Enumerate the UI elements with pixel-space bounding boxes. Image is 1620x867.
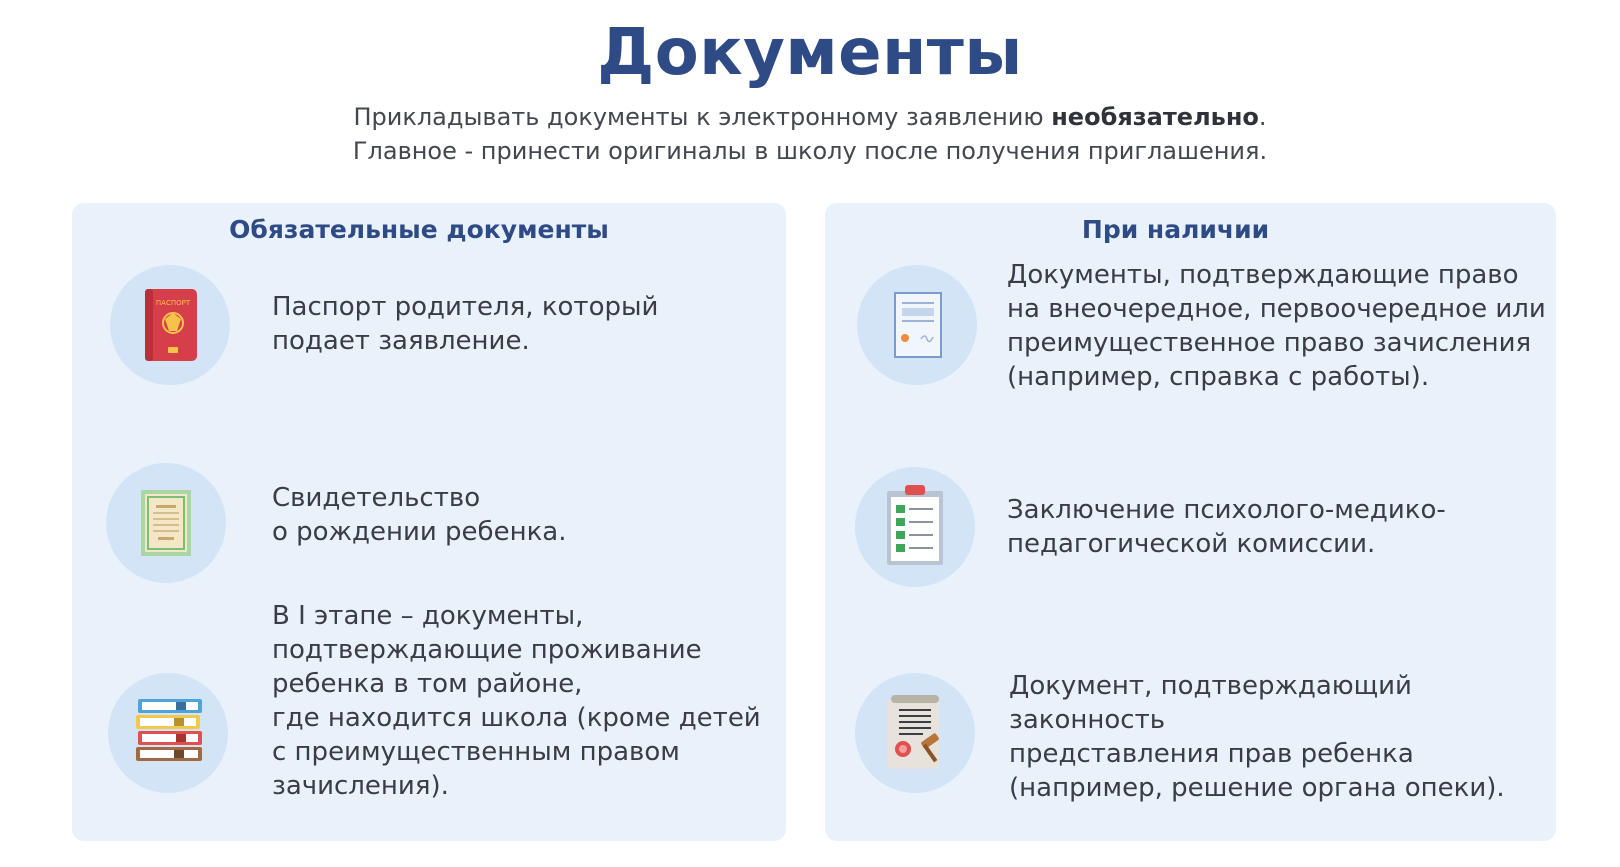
required-documents-title: Обязательные документы — [229, 215, 609, 244]
required-item-text: В I этапе – документы, подтверждающие проживание ребенка в том районе, где находится школа (кроме детей с преимущественным правом зачисления). — [272, 601, 761, 801]
document-icon-circle — [857, 265, 977, 385]
folders-icon — [108, 673, 228, 793]
certificate-icon — [106, 463, 226, 583]
passport-icon — [110, 265, 230, 385]
subtitle-text: Прикладывать документы к электронному заявлению — [353, 103, 1052, 131]
optional-item-text: Документ, подтверждающий законность представления прав ребенка (например, решение органа опеки). — [1009, 671, 1505, 803]
required-item-text: Паспорт родителя, который подает заявление. — [272, 292, 659, 356]
legal-scroll-icon — [855, 673, 975, 793]
page-title: Документы — [597, 16, 1023, 90]
subtitle-period: . — [1258, 103, 1267, 131]
optional-documents-title: При наличии — [1081, 215, 1270, 244]
optional-item-text: Заключение психолого-медико- педагогической комиссии. — [1007, 495, 1446, 559]
folders-icon-circle — [108, 673, 228, 793]
required-item-text: Свидетельство о рождении ребенка. — [272, 483, 567, 547]
certificate-icon-circle — [106, 463, 226, 583]
subtitle-emphasis: необязательно — [1051, 103, 1259, 131]
legal-scroll-icon-circle — [855, 673, 975, 793]
subtitle-line2: Главное - принести оригиналы в школу после получения приглашения. — [352, 137, 1268, 165]
passport-icon-circle — [110, 265, 230, 385]
document-icon — [857, 265, 977, 385]
checklist-icon-circle — [855, 467, 975, 587]
optional-documents-card — [825, 203, 1556, 841]
page-subtitle — [0, 100, 1620, 168]
checklist-icon — [855, 467, 975, 587]
required-documents-card — [72, 203, 786, 841]
optional-item-text: Документы, подтверждающие право на внеочередное, первоочередное или преимущественное право зачисления (например, справка с работы). — [1007, 260, 1546, 392]
passport-label: ПАСПОРТ — [155, 299, 191, 307]
